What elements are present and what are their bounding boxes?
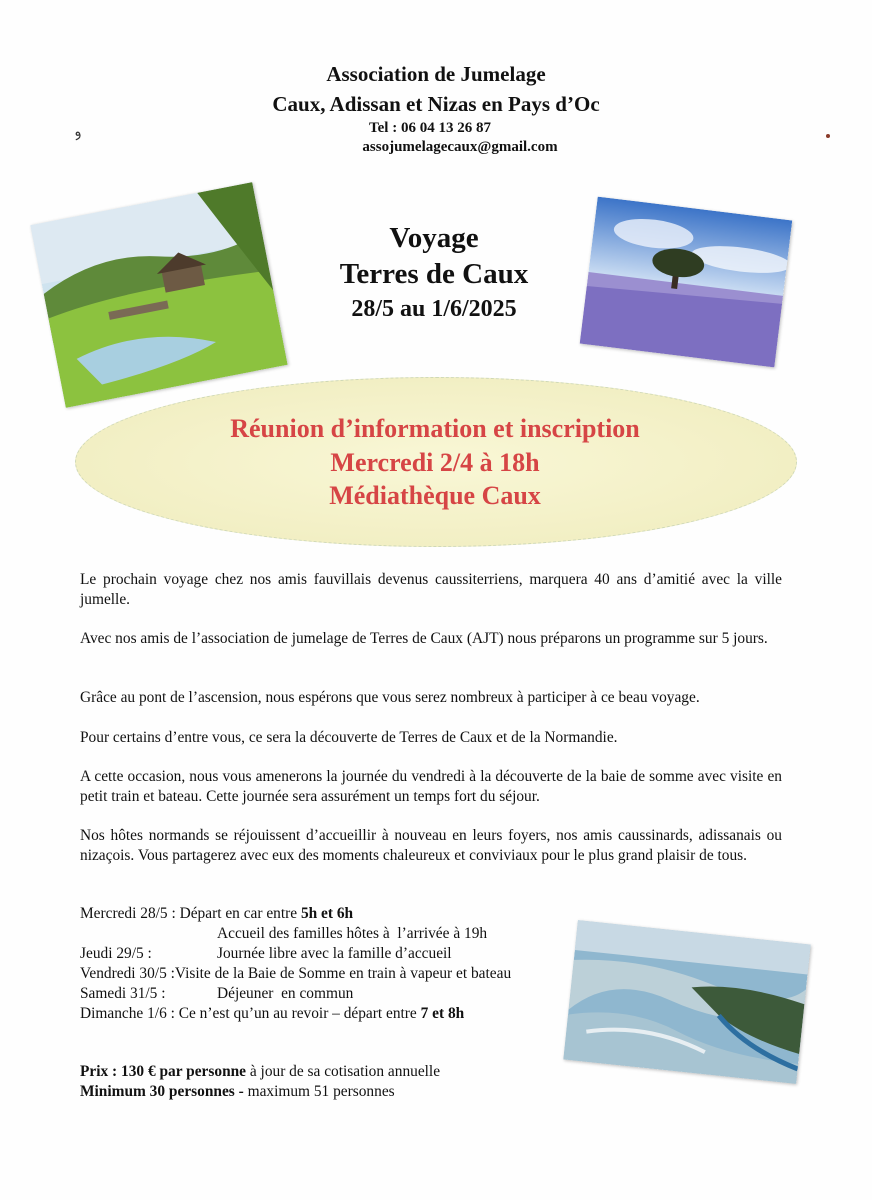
capacity-line: Minimum 30 personnes - maximum 51 personnes — [80, 1083, 395, 1100]
field-tree-photo — [580, 197, 793, 368]
org-name-line2: Caux, Adissan et Nizas en Pays d’Oc — [272, 92, 600, 116]
bay-aerial-photo — [563, 920, 810, 1084]
meeting-location: Médiathèque Caux — [329, 481, 541, 510]
paragraph-4: Pour certains d’entre vous, ce sera la découverte de Terres de Caux et de la Normandie. — [80, 729, 618, 746]
trip-title-destination: Terres de Caux — [339, 258, 529, 290]
schedule-thursday: Journée libre avec la famille d’accueil — [217, 945, 452, 962]
schedule-wednesday-2: Accueil des familles hôtes à l’arrivée à 19h — [217, 925, 488, 942]
schedule-thursday-day: Jeudi 29/5 : — [80, 945, 152, 962]
countryside-photo — [30, 182, 287, 408]
schedule-wednesday: Mercredi 28/5 : Départ en car entre 5h et 6h — [80, 905, 354, 922]
schedule-sunday: Dimanche 1/6 : Ce n’est qu’un au revoir – départ entre 7 et 8h — [80, 1005, 465, 1022]
schedule-saturday: Déjeuner en commun — [217, 985, 354, 1002]
paragraph-5: A cette occasion, nous vous amenerons la journée du vendredi à la découverte de la baie de somme avec visite en petit train et bateau. Cette journée sera assurément un temps fort du séjour. — [80, 768, 782, 805]
schedule-saturday-day: Samedi 31/5 : — [80, 985, 166, 1002]
telephone: Tel : 06 04 13 26 87 — [369, 120, 491, 136]
paragraph-2: Avec nos amis de l’association de jumelage de Terres de Caux (AJT) nous préparons un programme sur 5 jours. — [80, 630, 768, 647]
trip-dates: 28/5 au 1/6/2025 — [351, 296, 517, 322]
price-line: Prix : 130 € par personne à jour de sa cotisation annuelle — [80, 1063, 441, 1080]
paragraph-3: Grâce au pont de l’ascension, nous espérons que vous serez nombreux à participer à ce beau voyage. — [80, 689, 700, 706]
paragraph-6: Nos hôtes normands se réjouissent d’accueillir à nouveau en leurs foyers, nos amis caussinards, adissanais ou nizaçois. Vous partagerez avec eux des moments chaleureux et conviviaux pour le plus grand plaisir de tous. — [80, 827, 782, 864]
email: assojumelagecaux@gmail.com — [362, 139, 558, 155]
meeting-date: Mercredi 2/4 à 18h — [330, 448, 540, 477]
margin-mark: ﻭ — [71, 124, 84, 141]
schedule-friday: Vendredi 30/5 :Visite de la Baie de Somme en train à vapeur et bateau — [80, 965, 512, 982]
org-name-line1: Association de Jumelage — [326, 62, 546, 86]
ink-dot — [826, 134, 830, 138]
paragraph-1: Le prochain voyage chez nos amis fauvillais devenus caussiterriens, marquera 40 ans d’amitié avec la ville jumelle. — [80, 571, 782, 608]
meeting-title: Réunion d’information et inscription — [230, 414, 640, 443]
trip-title-voyage: Voyage — [389, 222, 479, 254]
